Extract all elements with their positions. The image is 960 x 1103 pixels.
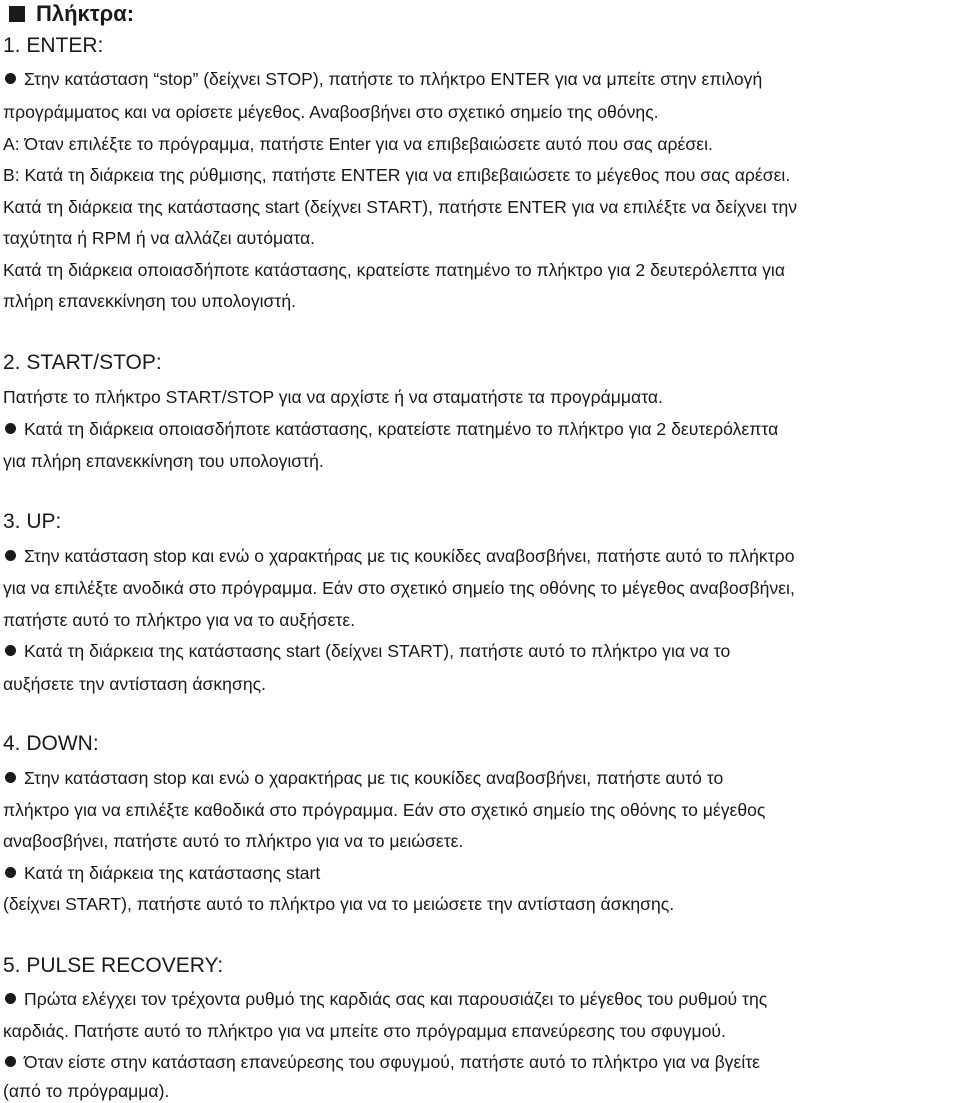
startstop-heading: 2. START/STOP:: [3, 351, 162, 374]
pulse-line-3: Όταν είστε στην κατάσταση επανεύρεσης του σφυγμού, πατήστε αυτό το πλήκτρο για να βγείτε: [3, 1051, 760, 1073]
section-title: Πλήκτρα:: [3, 1, 134, 27]
bullet-icon: [5, 73, 16, 84]
down-line-1: Στην κατάσταση stop και ενώ ο χαρακτήρας με τις κουκίδες αναβοσβήνει, πατήστε αυτό το: [3, 767, 723, 789]
down-line-5: (δείχνει START), πατήστε αυτό το πλήκτρο για να το μειώσετε την αντίσταση άσκησης.: [3, 894, 675, 914]
bullet-icon: [5, 993, 16, 1004]
up-line-1: Στην κατάσταση stop και ενώ ο χαρακτήρας με τις κουκίδες αναβοσβήνει, πατήστε αυτό το πλήκτρο: [3, 545, 794, 567]
startstop-line-1: Πατήστε το πλήκτρο START/STOP για να αρχίστε ή να σταματήστε τα προγράμματα.: [3, 387, 663, 407]
up-line-3: πατήστε αυτό το πλήκτρο για να το αυξήσετε.: [3, 610, 356, 630]
up-line-5: αυξήσετε την αντίσταση άσκησης.: [3, 674, 266, 694]
square-bullet-icon: [9, 6, 25, 22]
bullet-icon: [5, 1056, 16, 1067]
down-heading: 4. DOWN:: [3, 732, 99, 755]
pulse-line-4: (από το πρόγραμμα).: [3, 1081, 170, 1101]
enter-line-6: ταχύτητα ή RPM ή να αλλάζει αυτόματα.: [3, 228, 316, 248]
up-line-4: Κατά τη διάρκεια της κατάστασης start (δείχνει START), πατήστε αυτό το πλήκτρο για να το: [3, 640, 730, 662]
pulse-line-1: Πρώτα ελέγχει τον τρέχοντα ρυθμό της καρδιάς σας και παρουσιάζει το μέγεθος του ρυθμού της: [3, 988, 767, 1010]
enter-line-1: Στην κατάσταση “stop” (δείχνει STOP), πατήστε το πλήκτρο ENTER για να μπείτε στην επιλογή: [3, 68, 762, 90]
enter-line-3: A: Όταν επιλέξτε το πρόγραμμα, πατήστε Enter για να επιβεβαιώσετε αυτό που σας αρέσει.: [3, 134, 713, 154]
down-line-2: πλήκτρο για να επιλέξτε καθοδικά στο πρόγραμμα. Εάν στο σχετικό σημείο της οθόνης το μέγεθος: [3, 800, 766, 820]
enter-line-4: B: Κατά τη διάρκεια της ρύθμισης, πατήστε ENTER για να επιβεβαιώσετε το μέγεθος που σας αρέσει.: [3, 165, 791, 185]
enter-line-2: προγράμματος και να ορίσετε μέγεθος. Αναβοσβήνει στο σχετικό σημείο της οθόνης.: [3, 102, 659, 122]
bullet-icon: [5, 772, 16, 783]
enter-heading: 1. ENTER:: [3, 34, 104, 57]
down-line-3: αναβοσβήνει, πατήστε αυτό το πλήκτρο για να το μειώσετε.: [3, 831, 464, 851]
bullet-icon: [5, 423, 16, 434]
up-line-2: για να επιλέξτε ανοδικά στο πρόγραμμα. Εάν στο σχετικό σημείο της οθόνης το μέγεθος αναβοσβήνει,: [3, 578, 795, 598]
enter-line-7: Κατά τη διάρκεια οποιασδήποτε κατάστασης, κρατείστε πατημένο το πλήκτρο για 2 δευτερόλεπτα για: [3, 260, 786, 280]
bullet-icon: [5, 645, 16, 656]
bullet-icon: [5, 550, 16, 561]
enter-line-8: πλήρη επανεκκίνηση του υπολογιστή.: [3, 291, 297, 311]
pulse-heading: 5. PULSE RECOVERY:: [3, 954, 224, 977]
startstop-line-3: για πλήρη επανεκκίνηση του υπολογιστή.: [3, 451, 324, 471]
startstop-line-2: Κατά τη διάρκεια οποιασδήποτε κατάστασης, κρατείστε πατημένο το πλήκτρο για 2 δευτερόλεπτα: [3, 418, 778, 440]
up-heading: 3. UP:: [3, 510, 62, 533]
enter-line-5: Κατά τη διάρκεια της κατάστασης start (δείχνει START), πατήστε ENTER για να επιλέξτε να δείχνει την: [3, 197, 798, 217]
down-line-4: Κατά τη διάρκεια της κατάστασης start: [3, 862, 320, 884]
pulse-line-2: καρδιάς. Πατήστε αυτό το πλήκτρο για να μπείτε στο πρόγραμμα επανεύρεσης του σφυγμού.: [3, 1021, 726, 1041]
bullet-icon: [5, 867, 16, 878]
